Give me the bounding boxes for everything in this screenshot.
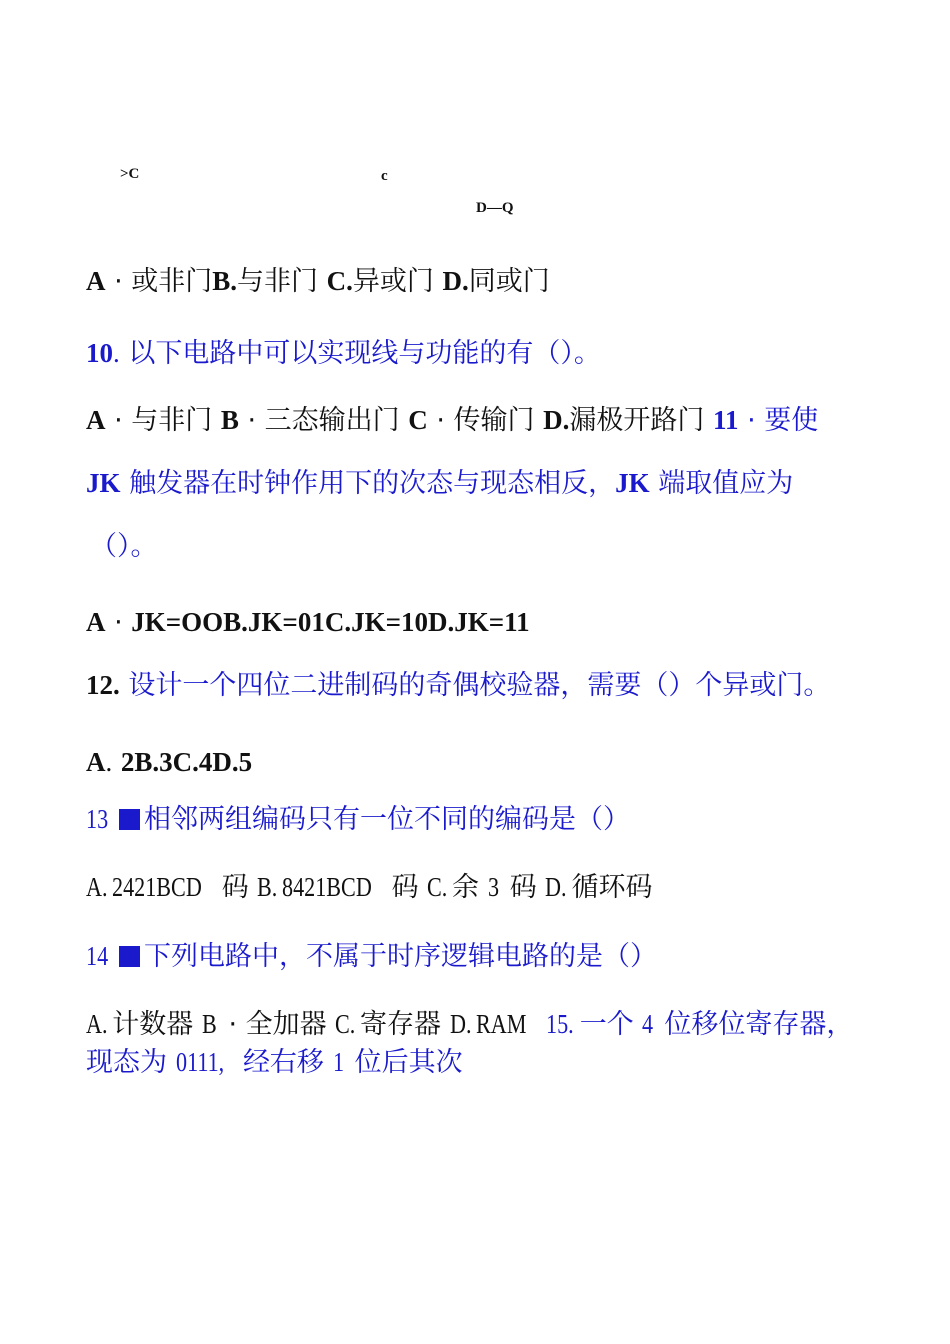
- q9-options: [86, 264, 550, 299]
- q10-option-c-dot: ·: [436, 405, 445, 436]
- q9-option-b-text: 与非门: [237, 266, 319, 297]
- q12-option-a-label: A: [86, 747, 106, 777]
- q14-text: 下列电路中，不属于时序逻辑电路的是（）: [144, 941, 657, 972]
- q15-text-part3: 现态为: [86, 1047, 167, 1078]
- q10-option-b-dot: ·: [247, 405, 257, 436]
- q15-text-part5: 位后其次: [354, 1047, 463, 1078]
- q13-option-b-text: 码: [391, 872, 419, 903]
- q10-option-a-label: A: [86, 405, 106, 435]
- q10-option-a-text: 与非门: [131, 405, 213, 436]
- q10-option-c-text: 传输门: [453, 405, 535, 436]
- q11-jk-1: JK: [86, 468, 121, 498]
- q15-number: 15.: [545, 1009, 574, 1039]
- q13-number: 13: [86, 804, 109, 834]
- q14-option-a-label: A.: [86, 1009, 108, 1039]
- q9-option-d-text: 同或门: [468, 266, 550, 297]
- q15-number-1: 1: [332, 1047, 344, 1077]
- q13-option-c-text2: 码: [509, 872, 537, 903]
- q14-option-b-text: 全加器: [245, 1009, 327, 1040]
- q9-option-a-label: A: [86, 266, 106, 296]
- q12-options-text: 2B.3C.4D.5: [120, 747, 253, 777]
- q15-text-part4: 经右移: [242, 1047, 324, 1078]
- q13-question: [86, 802, 630, 837]
- q9-option-c-label: C.: [326, 266, 353, 296]
- q15-state: 0111,: [175, 1047, 224, 1077]
- q15-question-line2: [86, 1045, 463, 1080]
- q13-option-a-code: 2421BCD: [112, 872, 203, 902]
- q11-number: 11: [712, 405, 739, 435]
- q11-options-text: JK=OOB.JK=01C.JK=10D.JK=11: [131, 607, 530, 637]
- q12-question: [86, 668, 830, 703]
- figure-label-clock: >C: [120, 166, 140, 182]
- q14-number: 14: [86, 941, 109, 971]
- q13-option-d-label: D.: [545, 872, 567, 902]
- q9-option-c-text: 异或门: [352, 266, 434, 297]
- q10-option-c-label: C: [408, 405, 428, 435]
- q9-option-a-dot: ·: [114, 266, 123, 297]
- q14-option-b-label: B: [201, 1009, 217, 1039]
- q9-option-d-label: D.: [442, 266, 469, 296]
- q13-option-b-code: 8421BCD: [282, 872, 372, 902]
- square-bullet-icon: [119, 946, 140, 967]
- q10-options-and-q11-start: [86, 403, 818, 438]
- q14-option-a-text: 计数器: [112, 1009, 194, 1040]
- q12-text: 设计一个四位二进制码的奇偶校验器，需要（）个异或门。: [128, 670, 831, 701]
- q15-number-4: 4: [642, 1009, 654, 1039]
- q12-number: 12.: [86, 670, 120, 700]
- q10-dot: .: [113, 338, 120, 368]
- q13-option-a-text: 码: [221, 872, 249, 903]
- q13-option-b-label: B.: [257, 872, 278, 902]
- q13-option-d-text: 循环码: [571, 872, 653, 903]
- q13-option-c-number: 3: [487, 872, 499, 902]
- square-bullet-icon: [119, 809, 140, 830]
- q15-text-part1: 一个: [579, 1009, 634, 1040]
- q14-options-and-q15-start: [86, 1007, 853, 1042]
- q13-text: 相邻两组编码只有一位不同的编码是（）: [144, 804, 630, 835]
- q10-option-d-label: D.: [543, 405, 570, 435]
- q11-option-a-label: A: [86, 607, 106, 637]
- q13-option-a-label: A.: [86, 872, 108, 902]
- q11-question-line2: [86, 466, 793, 501]
- q14-option-c-text: 寄存器: [360, 1009, 441, 1040]
- q9-option-b-label: B.: [212, 266, 238, 296]
- q11-dot: ·: [747, 405, 756, 436]
- q13-options: [86, 870, 653, 905]
- q10-option-b-text: 三态输出门: [264, 405, 400, 436]
- q14-question: [86, 939, 657, 974]
- q14-option-c-label: C.: [335, 1009, 356, 1039]
- q9-option-a-text: 或非门: [131, 266, 213, 297]
- q10-question: [86, 336, 601, 371]
- figure-label-c: c: [381, 168, 388, 184]
- q11-jk-2: JK: [615, 468, 650, 498]
- q13-option-c-text: 余: [452, 872, 480, 903]
- q11-options: [86, 605, 530, 640]
- q14-option-d-label: D.: [449, 1009, 472, 1039]
- q11-text-part4: （）。: [90, 531, 158, 562]
- q15-text-part2: 位移位寄存器，: [664, 1009, 854, 1040]
- figure-label-dq: D—Q: [476, 200, 514, 216]
- q10-option-d-text: 漏极开路门: [569, 405, 705, 436]
- q11-text-part1: 要使: [764, 405, 819, 436]
- q11-question-line3: [90, 530, 158, 564]
- q10-text: 以下电路中可以实现线与功能的有（）。: [128, 338, 601, 369]
- q10-option-b-label: B: [220, 405, 239, 435]
- q14-option-d-code: RAM: [475, 1009, 527, 1039]
- q14-option-b-dot: ·: [228, 1009, 238, 1040]
- q12-options: [86, 745, 252, 780]
- q11-text-part3: 端取值应为: [658, 468, 794, 499]
- q10-number: 10: [86, 338, 113, 368]
- q12-option-dot: .: [105, 747, 113, 777]
- q10-option-a-dot: ·: [114, 405, 123, 436]
- q11-text-part2: 触发器在时钟作用下的次态与现态相反，: [129, 468, 616, 499]
- q11-option-a-dot: ·: [114, 607, 123, 638]
- q13-option-c-label: C.: [427, 872, 448, 902]
